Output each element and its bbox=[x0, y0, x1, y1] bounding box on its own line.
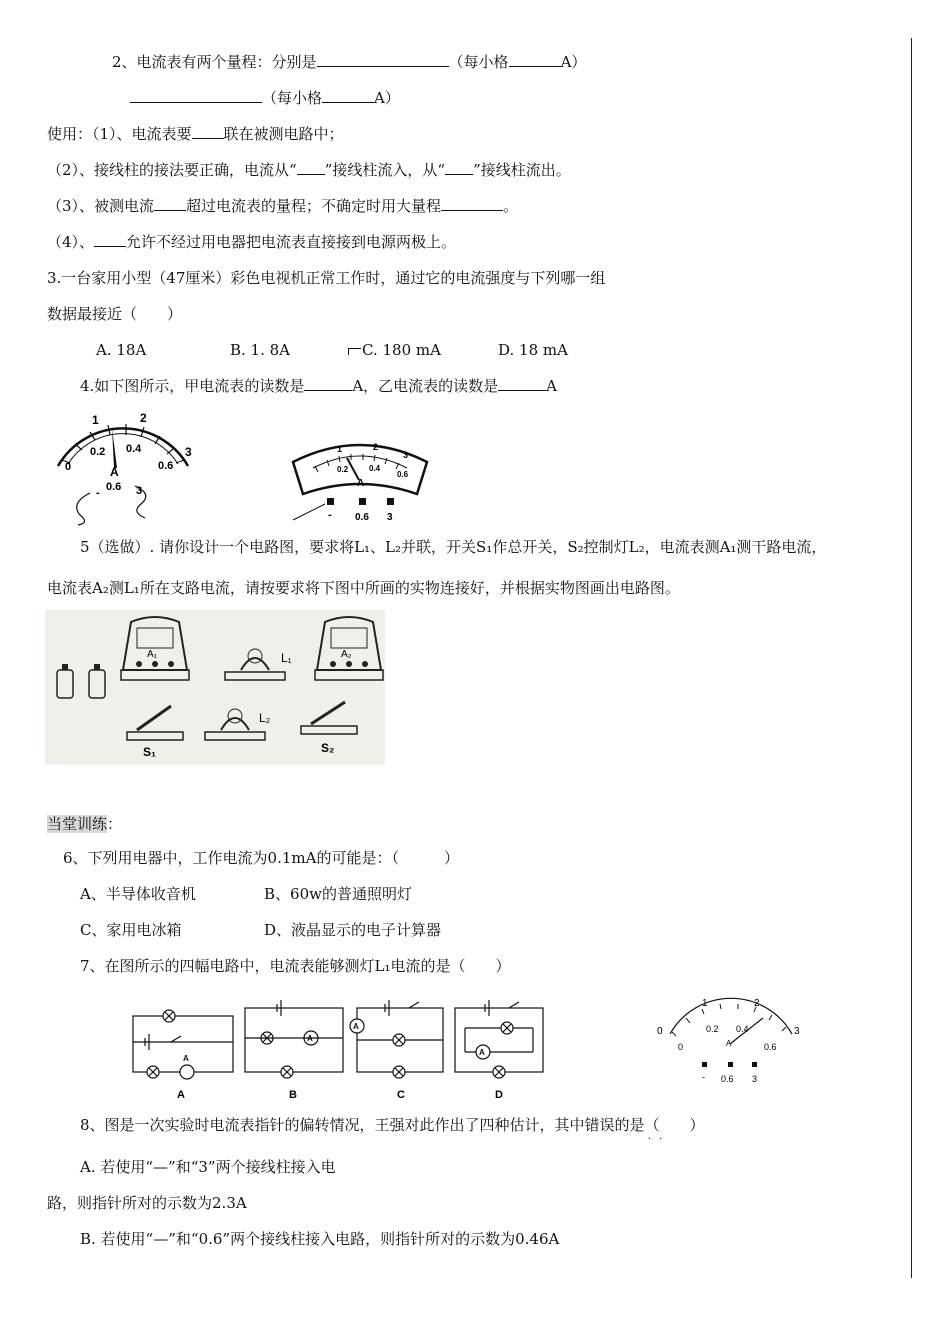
practice-colon: ： bbox=[107, 815, 123, 833]
svg-text:A: A bbox=[353, 1022, 359, 1031]
usage-text: 。 bbox=[503, 197, 519, 215]
q2-line2 bbox=[130, 88, 400, 108]
meter-top-label: 1 bbox=[337, 444, 343, 454]
meter-end-label: 3 bbox=[185, 445, 192, 459]
circuit-label: D bbox=[495, 1089, 503, 1101]
svg-text:A: A bbox=[307, 1034, 313, 1043]
q3-option-b[interactable]: B. 1. 8A bbox=[230, 341, 291, 359]
usage-4 bbox=[47, 232, 456, 252]
answer-blank[interactable] bbox=[441, 196, 503, 211]
q6-option-b[interactable]: B、60w的普通照明灯 bbox=[264, 885, 412, 903]
q8-stem: 8、图是一次实验时电流表指针的偏转情况，王强对此作出了四种估计，其中错误的是（ ） bbox=[80, 1116, 705, 1134]
q7-circuit-diagrams bbox=[125, 994, 555, 1104]
q3-option-d[interactable]: D. 18 mA bbox=[498, 341, 568, 359]
meter-pointer bbox=[347, 458, 359, 480]
q4-text: 4.如下图所示，甲电流表的读数是 bbox=[80, 377, 305, 395]
q2-text: A） bbox=[374, 89, 400, 107]
q2-line1 bbox=[112, 52, 586, 72]
answer-blank[interactable] bbox=[509, 52, 561, 67]
answer-blank[interactable] bbox=[192, 124, 224, 139]
circuit-label: B bbox=[289, 1089, 297, 1101]
meter-bottom-label: 0.6 bbox=[397, 470, 409, 479]
meter-top-label: 3 bbox=[403, 450, 409, 460]
usage-text: ”接线柱流入，从“ bbox=[324, 161, 446, 179]
q3-option-c-label: C. 180 mA bbox=[362, 341, 441, 359]
terminal-label: 0.6 bbox=[106, 481, 122, 493]
q8-option-b[interactable]: B. 若使用“—”和“0.6”两个接线柱接入电路，则指针所对的示数为0.46A bbox=[80, 1230, 560, 1248]
terminal-label: - bbox=[328, 509, 332, 521]
q8-option-a-1[interactable]: A. 若使用“—”和“3”两个接线柱接入电 bbox=[80, 1158, 336, 1176]
lamp-l2-label: L₂ bbox=[259, 711, 271, 725]
ammeter-a1-label: A₁ bbox=[147, 649, 158, 660]
switch-s1-label: S₁ bbox=[143, 745, 156, 759]
meter-bottom-label: 0.2 bbox=[337, 465, 349, 474]
terminal-label: 3 bbox=[136, 485, 143, 497]
meter-bottom-label: 0 bbox=[678, 1042, 684, 1052]
usage-text: 使用：（1）、电流表要 bbox=[47, 125, 192, 143]
meter-bottom-label: 0.2 bbox=[90, 446, 106, 458]
q5-stem-2: 电流表A₂测L₁所在支路电流，请按要求将下图中所画的实物连接好，并根据实物图画出电路图。 bbox=[47, 579, 680, 597]
answer-blank[interactable] bbox=[94, 232, 126, 247]
ammeter-jia-diagram bbox=[40, 408, 200, 526]
apparatus-drawing bbox=[45, 610, 385, 765]
usage-text: （3）、被测电流 bbox=[47, 197, 155, 215]
usage-text: （4）、 bbox=[47, 233, 95, 251]
svg-text:A: A bbox=[183, 1054, 189, 1063]
usage-text: 联在被测电路中； bbox=[223, 125, 344, 143]
meter-unit-label: A bbox=[726, 1039, 732, 1048]
answer-blank[interactable] bbox=[297, 160, 325, 175]
q2-text: 2、电流表有两个量程：分别是 bbox=[112, 53, 317, 71]
answer-blank[interactable] bbox=[498, 376, 546, 391]
q4-stem bbox=[80, 376, 557, 396]
answer-blank[interactable] bbox=[445, 160, 473, 175]
terminal-label: - bbox=[702, 1072, 705, 1082]
meter-end-label: 0 bbox=[657, 1026, 663, 1037]
meter-bottom-label: 0.4 bbox=[126, 443, 142, 455]
q2-text: A） bbox=[560, 53, 587, 71]
usage-text: 超过电流表的量程；不确定时用大量程 bbox=[186, 197, 442, 215]
switch-s2-label: S₂ bbox=[321, 741, 335, 755]
usage-3 bbox=[47, 196, 518, 216]
answer-blank[interactable] bbox=[130, 88, 262, 103]
apparatus-photo bbox=[45, 610, 385, 765]
meter-top-label: 1 bbox=[702, 998, 708, 1009]
meter-top-label: 2 bbox=[754, 998, 760, 1009]
usage-1 bbox=[47, 124, 344, 144]
circuit-label: A bbox=[177, 1089, 185, 1101]
emphasis-dots: ·· bbox=[648, 1134, 671, 1145]
terminal-label: 0.6 bbox=[721, 1074, 734, 1084]
usage-2 bbox=[47, 160, 571, 180]
q3-stem-1: 3.一台家用小型（47厘米）彩色电视机正常工作时，通过它的电流强度与下列哪一组 bbox=[47, 269, 606, 287]
meter-unit-label: A bbox=[110, 465, 119, 479]
meter-unit-label: A bbox=[357, 478, 365, 489]
q6-stem: 6、下列用电器中，工作电流为0.1mA的可能是：（ ） bbox=[63, 849, 459, 867]
ammeter-yi-diagram bbox=[285, 428, 435, 526]
meter-top-label: 2 bbox=[373, 442, 379, 452]
q8-option-a-2: 路，则指针所对的示数为2.3A bbox=[47, 1194, 247, 1212]
q4-text: A bbox=[546, 377, 558, 395]
circuit-label: C bbox=[397, 1089, 405, 1101]
practice-heading bbox=[47, 814, 122, 834]
q6-option-d[interactable]: D、液晶显示的电子计算器 bbox=[264, 921, 442, 939]
meter-top-label: 1 bbox=[92, 413, 99, 427]
page-right-rule bbox=[911, 38, 912, 1278]
q7-stem: 7、在图所示的四幅电路中，电流表能够测灯L₁电流的是（ ） bbox=[80, 957, 511, 975]
q6-option-a[interactable]: A、半导体收音机 bbox=[80, 885, 196, 903]
answer-blank[interactable] bbox=[304, 376, 352, 391]
q5-stem-1: 5（选做）. 请你设计一个电路图，要求将L₁、L₂并联，开关S₁作总开关，S₂控制灯L₂，电流表测A₁测干路电流， bbox=[80, 538, 827, 556]
q3-option-c[interactable] bbox=[348, 340, 441, 360]
terminal-label: 3 bbox=[387, 512, 393, 523]
usage-text: ”接线柱流出。 bbox=[473, 161, 571, 179]
meter-top-label: 2 bbox=[140, 411, 147, 425]
meter-pointer bbox=[730, 1018, 763, 1044]
terminal-label: 0.6 bbox=[355, 512, 369, 523]
meter-bottom-label: 0.4 bbox=[369, 464, 381, 473]
q2-text: （每小格 bbox=[448, 53, 509, 71]
usage-text: 允许不经过用电器把电流表直接接到电源两极上。 bbox=[126, 233, 457, 251]
practice-title: 当堂训练 bbox=[47, 815, 108, 833]
answer-blank[interactable] bbox=[322, 88, 374, 103]
terminal-label: - bbox=[96, 487, 100, 499]
meter-bottom-label: 0.2 bbox=[706, 1024, 719, 1034]
ammeter-a2-label: A₂ bbox=[341, 649, 352, 660]
meter-bottom-label: 0.6 bbox=[158, 460, 174, 472]
meter-bottom-label: 0.4 bbox=[736, 1024, 749, 1034]
lamp-l1-label: L₁ bbox=[281, 651, 292, 665]
meter-end-label: 3 bbox=[794, 1026, 800, 1037]
ammeter-q8-diagram bbox=[650, 994, 810, 1088]
svg-text:A: A bbox=[479, 1048, 485, 1057]
answer-blank[interactable] bbox=[317, 52, 449, 67]
meter-bottom-label: 0.6 bbox=[764, 1042, 777, 1052]
q3-stem-2: 数据最接近（ ） bbox=[47, 305, 183, 323]
answer-blank[interactable] bbox=[154, 196, 186, 211]
terminal-label: 3 bbox=[752, 1074, 758, 1084]
usage-text: （2）、接线柱的接法要正确，电流从“ bbox=[47, 161, 297, 179]
q4-text: A，乙电流表的读数是 bbox=[352, 377, 499, 395]
q2-text: （每小格 bbox=[262, 89, 323, 107]
q6-option-c[interactable]: C、家用电冰箱 bbox=[80, 921, 182, 939]
q3-option-a[interactable]: A. 18A bbox=[96, 341, 147, 359]
meter-bottom-label: 0 bbox=[65, 461, 72, 473]
